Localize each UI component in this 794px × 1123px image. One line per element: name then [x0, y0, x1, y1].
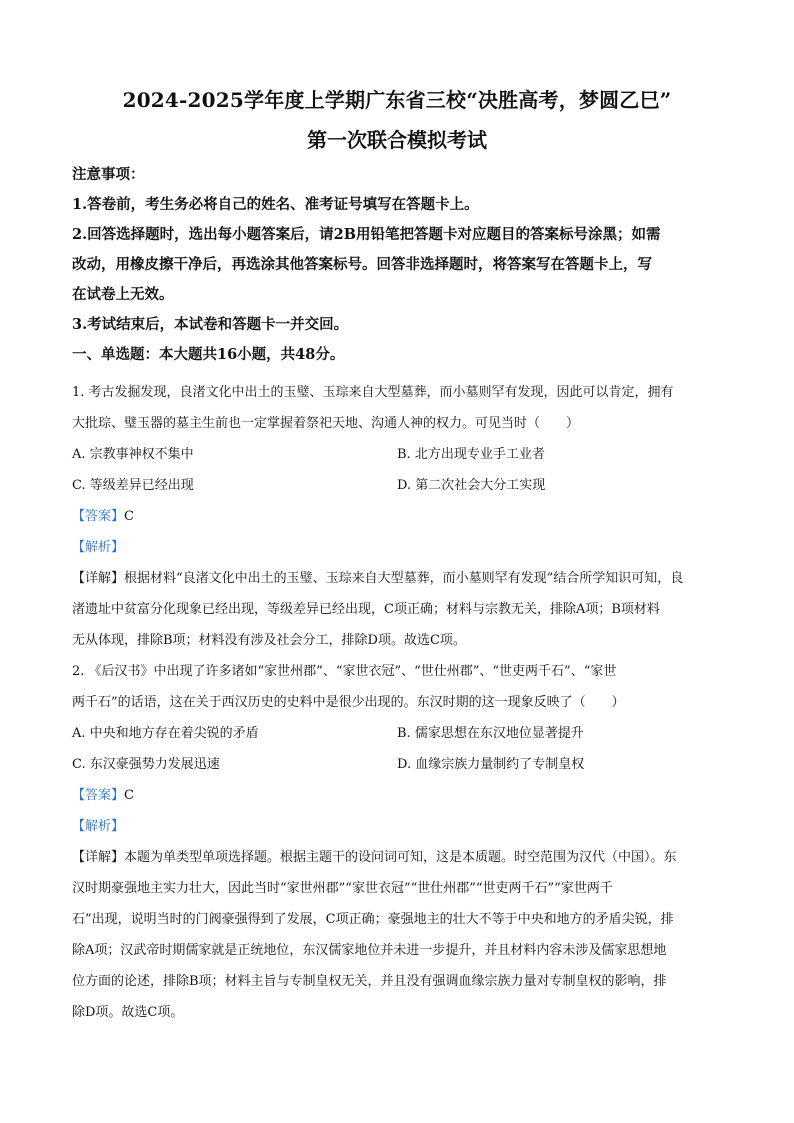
- question-2: [72, 656, 726, 1028]
- option-b: B. 北方出现专业手工业者: [397, 447, 545, 462]
- detail-tag: 【详解】: [72, 571, 125, 586]
- answer-line: [72, 780, 726, 811]
- answer-tag: 【答案】: [72, 509, 125, 524]
- option-d: D. 血缘宗族力量制约了专制皇权: [397, 757, 585, 772]
- answer-value: C: [124, 509, 134, 524]
- question-stem-line: 1. 考古发掘发现，良渚文化中出土的玉璧、玉琮来自大型墓葬，而小墓则罕有发现，因此可以肯定，拥有: [72, 385, 674, 400]
- detail-line: 无从体现，排除B项；材料没有涉及社会分工，排除D项。故选C项。: [72, 633, 466, 648]
- option-c: C. 东汉豪强势力发展迅速: [72, 757, 220, 772]
- notes-line: 1.答卷前，考生务必将自己的姓名、准考证号填写在答题卡上。: [72, 196, 479, 213]
- options-grid: [72, 439, 726, 501]
- question-1: [72, 377, 726, 656]
- option-a: A. 中央和地方存在着尖锐的矛盾: [72, 726, 259, 741]
- analysis-tag: 【解析】: [72, 540, 125, 555]
- detail-line: 除A项；汉武帝时期儒家就是正统地位，东汉儒家地位并未进一步提升，并且材料内容未涉及儒家思想地: [72, 943, 667, 958]
- detail-line: [72, 563, 726, 594]
- notes-line: 2.回答选择题时，选出每小题答案后，请2B用铅笔把答题卡对应题目的答案标号涂黑；如需: [72, 226, 661, 243]
- notes-line: 在试卷上无效。: [72, 286, 174, 303]
- detail-line: 石”出现，说明当时的门阀豪强得到了发展，C项正确；豪强地主的壮大不等于中央和地方的矛盾尖锐，排: [72, 912, 674, 927]
- notes-line: 3.考试结束后，本试卷和答题卡一并交回。: [72, 316, 349, 333]
- option-d: D. 第二次社会大分工实现: [397, 478, 546, 493]
- answer-line: [72, 501, 726, 532]
- detail-line: 除D项。故选C项。: [72, 1005, 184, 1020]
- answer-value: C: [124, 788, 134, 803]
- notes-heading: 注意事项：: [72, 166, 145, 183]
- options-grid: [72, 718, 726, 780]
- question-stem-line: 大批琮、璧玉器的墓主生前也一定掌握着祭祀天地、沟通人神的权力。可见当时（ ）: [72, 416, 580, 431]
- answer-tag: 【答案】: [72, 788, 125, 803]
- question-stem-line: 两千石”的话语，这在关于西汉历史的史料中是很少出现的。东汉时期的这一现象反映了（ ）: [72, 695, 625, 710]
- notes-block: [72, 160, 726, 370]
- detail-line: 位方面的论述，排除B项；材料主旨与专制皇权无关，并且没有强调血缘宗族力量对专制皇权的影响，排: [72, 974, 667, 989]
- detail-line: [72, 842, 726, 873]
- detail-text: 根据材料“良渚文化中出土的玉璧、玉琮来自大型墓葬，而小墓则罕有发现”结合所学知识可知，良: [124, 571, 684, 586]
- option-c: C. 等级差异已经出现: [72, 478, 194, 493]
- section-heading: 一、单选题：本大题共16小题，共48分。: [72, 346, 345, 363]
- detail-line: 汉时期豪强地主实力壮大，因此当时“家世州郡”“家世衣冠”“世仕州郡”“世吏两千石”“家世两千: [72, 881, 613, 896]
- detail-line: 渚遗址中贫富分化现象已经出现，等级差异已经出现，C项正确；材料与宗教无关，排除A项；B项材料: [72, 602, 660, 617]
- detail-text: 本题为单类型单项选择题。根据主题干的设问词可知，这是本质题。时空范围为汉代（中国）。东: [124, 850, 677, 865]
- notes-line: 改动，用橡皮擦干净后，再选涂其他答案标号。回答非选择题时，将答案写在答题卡上，写: [72, 256, 652, 273]
- question-stem-line: 2. 《后汉书》中出现了许多诸如“家世州郡”、“家世衣冠”、“世仕州郡”、“世吏两千石”、“家世: [72, 664, 617, 679]
- exam-title-line2: 第一次联合模拟考试: [307, 128, 487, 152]
- analysis-tag: 【解析】: [72, 819, 125, 834]
- exam-title-line1: 2024-2025学年度上学期广东省三校“决胜高考，梦圆乙巳”: [122, 88, 672, 112]
- option-a: A. 宗教事神权不集中: [72, 447, 194, 462]
- option-b: B. 儒家思想在东汉地位显著提升: [397, 726, 584, 741]
- detail-tag: 【详解】: [72, 850, 125, 865]
